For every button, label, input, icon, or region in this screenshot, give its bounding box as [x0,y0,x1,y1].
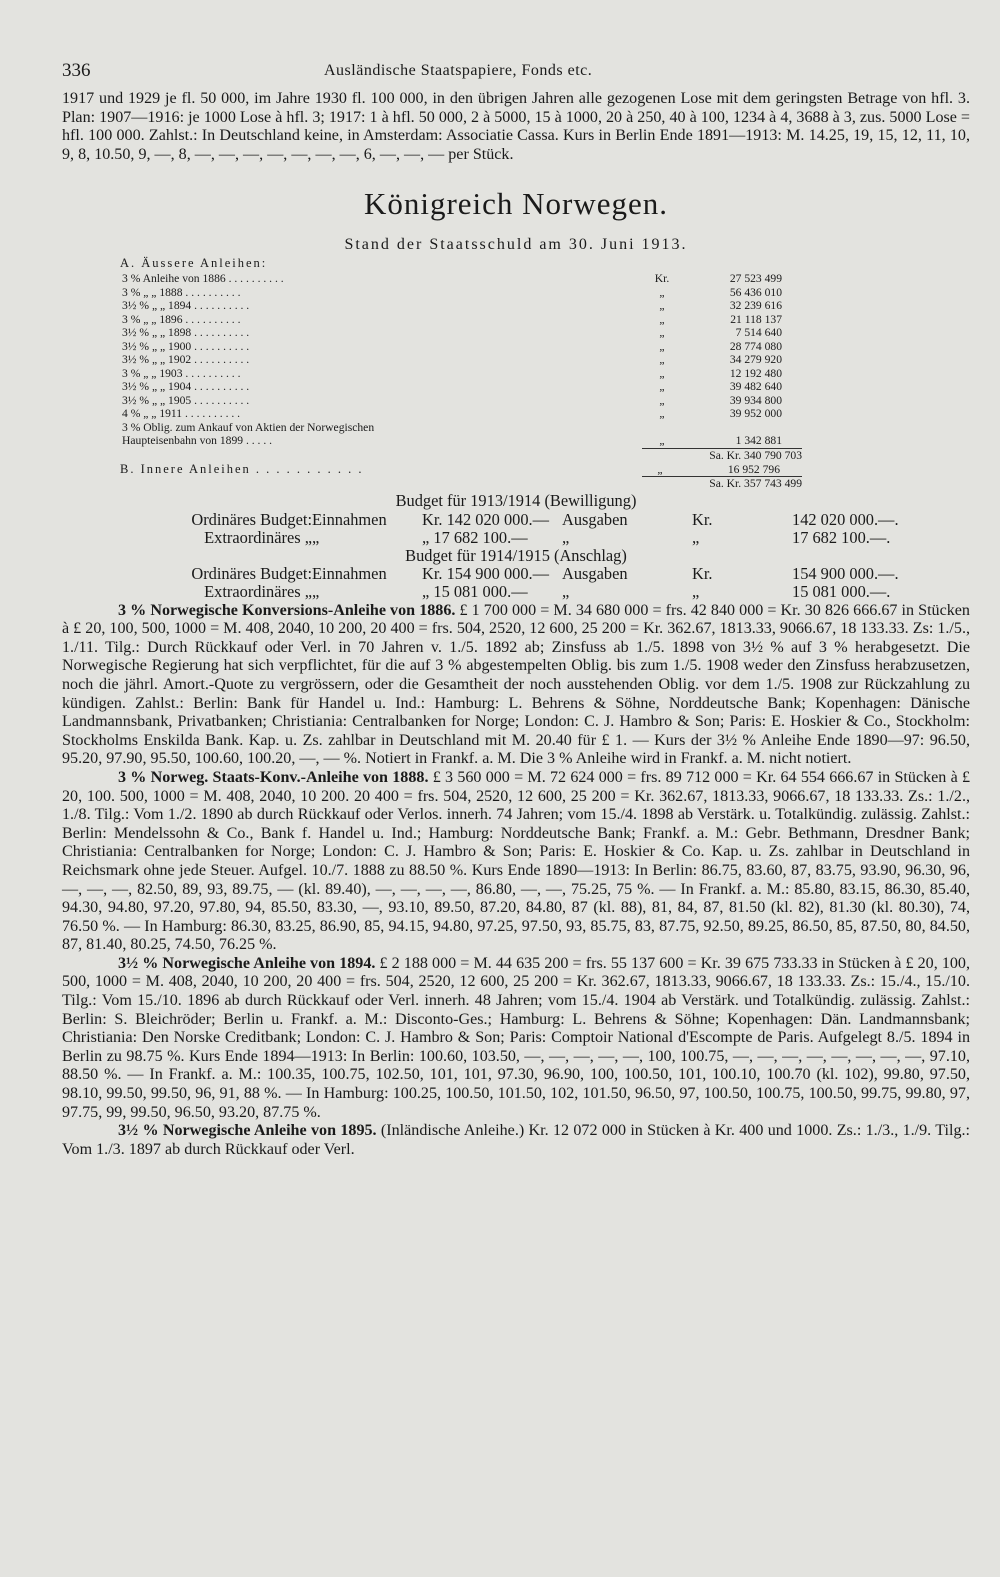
budget-cell: Ausgaben [562,509,628,529]
budget-cell: „ 17 682 100.— [422,527,528,547]
section-title: Königreich Norwegen. [363,186,669,222]
debt-row-amount: 34 279 920 [729,353,782,367]
debt-row [122,367,862,381]
page-number: 336 [62,60,91,81]
loan-entry [62,769,970,955]
debt-row-label: 3 % Oblig. zum Ankauf von Aktien der Norwegischen [122,420,375,434]
budget-cell: Kr. [692,564,713,584]
budget-title: Budget für 1914/1915 (Anschlag) [405,545,627,565]
debt-row-amount: 1 342 881 [735,434,782,448]
loan-entries [62,602,970,1160]
debt-row-amount: 39 482 640 [729,380,782,394]
budget-cell: Einnahmen [312,564,387,584]
budgets [62,492,970,601]
budget-line [62,511,970,529]
debt-row-amount: 27 523 499 [729,272,782,286]
loan-heading: 3 % Norwegische Konversions-Anleihe von 1886. [118,601,456,619]
debt-row-currency: „ [659,285,665,299]
debt-row-label: 4 % „ „ 1911 . . . . . . . . . . [122,407,241,421]
loan-text: (Inländische Anleihe.) Kr. 12 072 000 in Stücken à Kr. 400 und 1000. Zs.: 1./3., 1./9. Tilg.: Vom 1./3. 1897 ab durch Rückkauf oder Verl. [62,1122,970,1158]
budget-cell: Ordinäres Budget: [191,509,312,529]
budget-line [62,529,970,547]
loan-heading: 3½ % Norwegische Anleihe von 1895. [118,1122,377,1140]
debt-row-amount: 39 952 000 [729,407,782,421]
running-header [62,56,970,90]
budget-cell: Kr. 154 900 000.— [422,564,550,584]
budget-cell: 15 081 000.—. [792,582,891,602]
budget-line [62,565,970,583]
debt-row [122,434,862,448]
budget-line [62,583,970,601]
debt-row-currency: „ [659,393,665,407]
sum-total: Sa. Kr. 357 743 499 [709,476,802,490]
budget-cell: „ 15 081 000.— [422,582,528,602]
debt-row-amount: 21 118 137 [730,312,782,326]
budget-cell: „ [562,527,570,547]
debt-row-label: 3 % „ „ 1903 . . . . . . . . . . [122,366,241,380]
internal-loans-label: B. Innere Anleihen . . . . . . . . . . . [120,462,364,477]
debt-row [122,380,862,394]
budget-cell: 142 020 000.—. [792,509,899,529]
debt-row-label: 3 % „ „ 1888 . . . . . . . . . . [122,285,241,299]
debt-row-currency: „ [659,299,665,313]
debt-row [122,272,862,286]
debt-row-label: 3½ % „ „ 1904 . . . . . . . . . . [122,380,250,394]
debt-table [122,256,862,490]
debt-row-currency: Kr. [654,272,670,286]
debt-row-currency: „ [659,339,665,353]
debt-row-label: Haupteisenbahn von 1899 . . . . . [122,434,273,448]
debt-row [122,407,862,421]
loan-entry [62,1122,970,1159]
running-title: Ausländische Staatspapiere, Fonds etc. [324,62,593,79]
sum-total-row [642,476,802,491]
budget-cell: Kr. 142 020 000.— [422,509,550,529]
debt-row [122,421,862,435]
sum-external: Sa. Kr. 340 790 703 [709,448,802,462]
loan-entry [62,602,970,769]
debt-row-currency: „ [659,434,665,448]
loan-text: £ 1 700 000 = M. 34 680 000 = frs. 42 840 000 = Kr. 30 826 666.67 in Stücken à £ 20, 100, 500, 1000 = M. 408, 2040, 10 200, 20 400 = frs. 504, 2520, 12 600, 25 200 = Kr. 362.67, 1813.33, 9066.67, 18 133.33. Zs: 1./5., 1./11. Tilg.: Durch Rückkauf oder Verl. in 70 Jahren v. 1./5. 1892 ab; Zinsfuss ab 1./5. 1898 von 3½ % auf 3 % herabgesetzt. Die Norwegische Regierung hat sich verpflichtet, für die auf 3 % abgestempelten Oblig. bis zum 1./5. 1908 weder den Zinsfuss herabzusetzen, noch die jährl. Amort.-Quote zu vergrössern, oder die Gesamtheit der noch ausstehenden Oblig. vor dem 1./5. 1908 zur Rückzahlung zu kündigen. Zahlst.: Berlin: Bank für Handel u. Ind.: Hamburg: L. Behrens & Söhne, Norddeutsche Bank; Kopenhagen: Dänische Landmannsbank, Privatbanken; Christiania: Centralbanken for Norge; London: C. J. Hambro & Son; Paris: E. Hoskier & Co., Stockholm: Stockholms Enskilda Bank. Kap. u. Zs. zahlbar in Deutschland mit M. 20.40 für £ 1. — Kurs der 3½ % Anleihe Ende 1890—97: 96.50, 95.20, 97.90, 95.50, 100.60, 100.20, —, — %. Notiert in Frankf. a. M. Die 3 % Anleihe wird in Frankf. a. M. nicht notiert. [62,601,970,768]
budget-cell: „ [562,582,570,602]
loan-text: £ 3 560 000 = M. 72 624 000 = frs. 89 712 000 = Kr. 64 554 666.67 in Stücken à £ 20, 100. 500, 1000 = M. 408, 2040, 10 200. 20 400 = frs. 504, 2520, 12 600, 25 200 = Kr. 362.67, 1813.33, 9066.67, 18 133.33. Zs.: 1./2., 1./8. Tilg.: Vom 1./2. 1890 ab durch Rückkauf oder Verlos. innerh. 74 Jahren; vom 15./4. 1898 ab Verstärk. u. Totalkündig. zulässig. Zahlst.: Berlin: Mendelssohn & Co., Bank f. Handel u. Ind.; Hamburg: Norddeutsche Bank; Frankf. a. M.: Gebr. Bethmann, Dresdner Bank; Christiania: Centralbanken for Norge; London: C. J. Hambro & Son; Paris: E. Hoskier & Co. Kap. u. Zs. zahlbar in Deutschland in Reichsmark ohne jede Steuer. Aufgel. 10./7. 1888 zu 88.50 %. Kurs Ende 1890—1913: In Berlin: 86.75, 83.60, 87, 83.75, 93.90, 96.30, 96, —, —, —, 82.50, 89, 93, 89.75, — (kl. 89.40), —, —, —, —, 86.80, —, —, 75.25, 75 %. — In Frankf. a. M.: 85.80, 83.15, 86.30, 85.40, 94.30, 94.80, 97.20, 97.80, 94, 85.50, 83.30, —, 93.10, 89.50, 87.20, 84.80, 87 (kl. 88), 81, 84, 87, 81.50 (kl. 82), 81.30 (kl. 80.30), 74, 76.50 %. — In Hamburg: 86.30, 83.25, 86.90, 85, 94.15, 94.80, 97.25, 97.50, 93, 85.75, 83, 87.75, 92.50, 89.25, 86.50, 85, 87.50, 80, 84.50, 87, 81.40, 80.25, 74.50, 76.25 %. [62,768,971,954]
sum-external-row [642,448,802,463]
external-loans-label: A. Äussere Anleihen: [120,256,268,271]
budget-cell: „ [692,527,700,547]
budget-cell: Ordinäres Budget: [191,564,312,584]
budget-cell: „ [312,527,320,547]
budget-cell: 154 900 000.—. [792,564,899,584]
loan-entry [62,955,970,1122]
budget-cell: Kr. [692,509,713,529]
debt-row-currency: „ [659,326,665,340]
debt-heading: Stand der Staatsschuld am 30. Juni 1913. [344,236,688,254]
debt-row-amount: 7 514 640 [735,326,782,340]
debt-row-label: 3 % Anleihe von 1886 . . . . . . . . . . [122,272,284,286]
debt-row-currency: „ [659,312,665,326]
debt-row-currency: „ [659,353,665,367]
budget-cell: Extraordinäres „ [204,582,312,602]
debt-row-label: 3½ % „ „ 1902 . . . . . . . . . . [122,353,250,367]
debt-row-amount: 28 774 080 [729,339,782,353]
debt-row [122,313,862,327]
intro-paragraph: 1917 und 1929 je fl. 50 000, im Jahre 1930 fl. 100 000, in den übrigen Jahren alle gezogenen Lose mit dem geringsten Betrage von hfl. 3. Plan: 1907—1916: je 1000 Lose à hfl. 3; 1917: 1 à hfl. 50 000, 2 à 5000, 15 à 1000, 20 à 250, 40 à 100, 1234 à 4, 3688 à 3, zus. 5000 Lose = hfl. 100 000. Zahlst.: In Deutschland keine, in Amsterdam: Associatie Cassa. Kurs in Berlin Ende 1891—1913: M. 14.25, 19, 15, 12, 11, 10, 9, 8, 10.50, 9, —, 8, —, —, —, —, —, —, —, 6, —, —, — per Stück. [62,90,970,163]
debt-row-label: 3 % „ „ 1896 . . . . . . . . . . [122,312,241,326]
debt-row [122,394,862,408]
budget-cell: „ [692,582,700,602]
debt-row-label: 3½ % „ „ 1894 . . . . . . . . . . [122,299,250,313]
loan-heading: 3½ % Norwegische Anleihe von 1894. [118,954,376,972]
debt-row-currency: „ [659,380,665,394]
internal-currency: „ [657,463,663,477]
budget-cell: Einnahmen [312,509,387,529]
loan-text: £ 2 188 000 = M. 44 635 200 = frs. 55 137 600 = Kr. 39 675 733.33 in Stücken à £ 20, 100, 500, 1000 = M. 408, 2040, 10 200, 20 400 = frs. 504, 2520, 12 600, 25 200 = Kr. 362.67, 1813.33, 9066.67, 18 133.33. Zs.: 15./4., 15./10. Tilg.: Vom 15./10. 1896 ab durch Rückkauf oder Verl. innerh. 48 Jahren; vom 15./4. 1904 ab Verstärk. und Totalkündig. zulässig. Zahlst.: Berlin: S. Bleichröder; Berlin u. Frankf. a. M.: Disconto-Ges.; Hamburg: L. Behrens & Söhne; Kopenhagen: Dän. Landmannsbank; Christiania: Den Norske Creditbank; London: C. J. Hambro & Son; Paris: Comptoir National d'Escompte de Paris. Aufgelegt 8./5. 1894 in Berlin zu 98.75 %. Kurs Ende 1894—1913: In Berlin: 100.60, 103.50, —, —, —, —, —, 100, 100.75, —, —, —, —, —, —, —, —, 97.10, 88.50 %. — In Frankf. a. M.: 100.35, 100.75, 102.50, 101, 101, 97.30, 96.90, 100, 100.50, 101, 100.10, 100.70 (kl. 102), 99.80, 97.50, 98.10, 99.50, 99.50, 96, 91, 88 %. — In Hamburg: 100.25, 100.50, 101.50, 102, 101.50, 96.50, 97, 100.50, 100.75, 100.50, 99.75, 99.80, 97, 97.75, 99, 99.50, 96.50, 93.20, 87.75 %. [62,954,970,1121]
debt-row-amount: 32 239 616 [729,299,782,313]
internal-amount: 16 952 796 [727,463,780,477]
debt-row [122,340,862,354]
budget-title: Budget für 1913/1914 (Bewilligung) [395,491,637,511]
internal-loans-row [122,462,862,476]
debt-row-amount: 39 934 800 [729,393,782,407]
budget-cell: Ausgaben [562,564,628,584]
loan-heading: 3 % Norweg. Staats-Konv.-Anleihe von 1888. [118,768,429,786]
debt-row [122,353,862,367]
debt-row-label: 3½ % „ „ 1900 . . . . . . . . . . [122,339,250,353]
budget-cell: Extraordinäres „ [204,527,312,547]
debt-rows [122,272,862,448]
debt-row-currency: „ [659,407,665,421]
debt-row [122,326,862,340]
debt-row [122,286,862,300]
budget-cell: 17 682 100.—. [792,527,891,547]
debt-row-label: 3½ % „ „ 1898 . . . . . . . . . . [122,326,250,340]
debt-row [122,299,862,313]
debt-row-label: 3½ % „ „ 1905 . . . . . . . . . . [122,393,250,407]
debt-row-amount: 12 192 480 [729,366,782,380]
budget-cell: „ [312,582,320,602]
debt-row-amount: 56 436 010 [729,285,782,299]
debt-row-currency: „ [659,366,665,380]
